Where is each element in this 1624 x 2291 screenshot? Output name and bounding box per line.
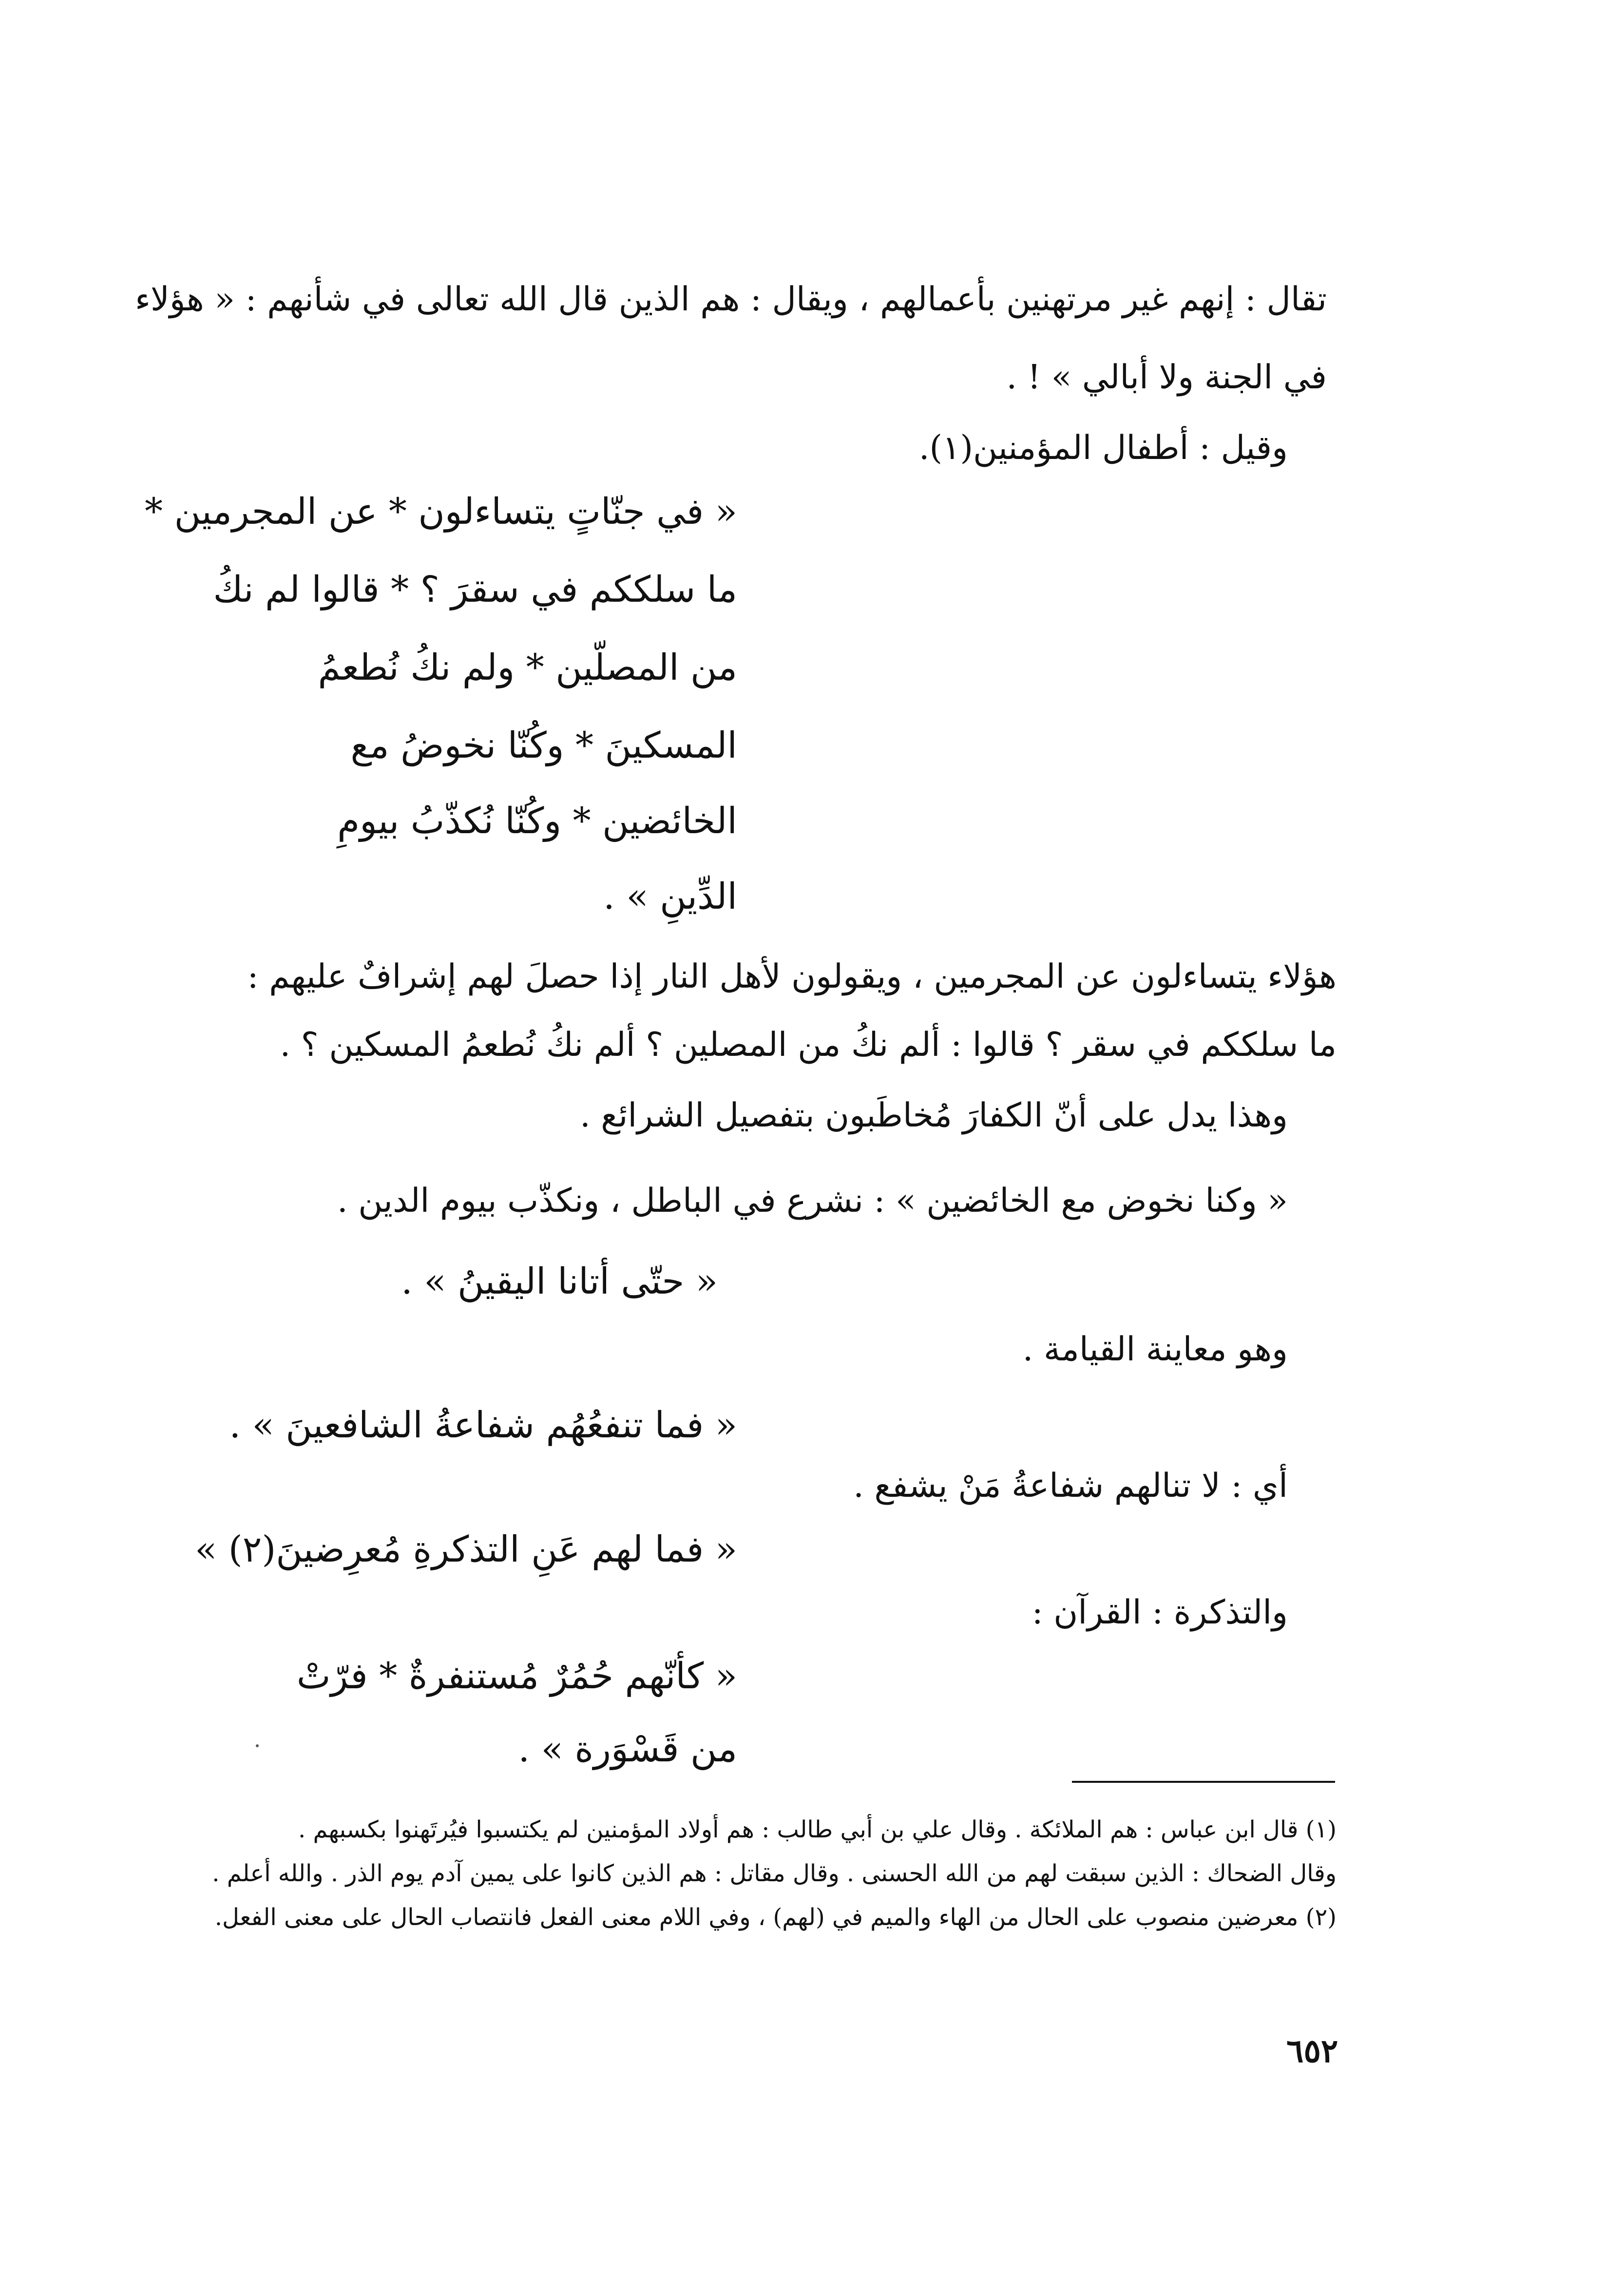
quran-verse-line: الدِّينِ » . <box>603 876 737 917</box>
quran-verse-line: الخائضين * وكُنّا نُكذّبُ بيومِ <box>337 800 737 842</box>
footnote-separator <box>1072 1781 1335 1783</box>
paragraph-line: والتذكرة : القرآن : <box>1032 1593 1288 1632</box>
quran-verse-line: من المصلّين * ولم نكُ نُطعمُ <box>318 647 737 688</box>
paragraph-line: وقيل : أطفال المؤمنين(١). <box>918 429 1288 467</box>
paragraph-line: في الجنة ولا أبالي » ! . <box>1006 358 1327 397</box>
quran-verse-line: ما سلككم في سقرَ ؟ * قالوا لم نكُ <box>213 569 737 611</box>
footnote-line: (١) قال ابن عباس : هم الملائكة . وقال علي بن أبي طالب : هم أولاد المؤمنين لم يكتسبوا فيُرتَهنوا بكسبهم . <box>298 1816 1337 1843</box>
quran-verse-line: « حتّى أتانا اليقينُ » . <box>401 1260 718 1302</box>
quran-verse-line: « كأنّهم حُمُرٌ مُستنفرةٌ * فرّتْ <box>296 1655 737 1697</box>
quran-verse-line: « فما لهم عَنِ التذكرةِ مُعرِضينَ(٢) » <box>194 1528 737 1570</box>
scan-speck <box>256 1744 259 1747</box>
paragraph-line: وهو معاينة القيامة . <box>1022 1330 1288 1369</box>
quran-verse-line: « فما تنفعُهُم شفاعةُ الشافعينَ » . <box>229 1404 737 1446</box>
quran-verse-line: من قَسْوَرة » . <box>518 1728 737 1770</box>
paragraph-line: أي : لا تنالهم شفاعةُ مَنْ يشفع . <box>853 1467 1288 1505</box>
quran-verse-line: « في جنّاتٍ يتساءلون * عن المجرمين * <box>145 491 737 533</box>
paragraph-line: « وكنا نخوض مع الخائضين » : نشرع في الباطل ، ونكذّب بيوم الدين . <box>337 1182 1288 1220</box>
footnote-line: وقال الضحاك : الذين سبقت لهم من الله الحسنى . وقال مقاتل : هم الذين كانوا على يمين آدم يوم الذر . والله أعلم . <box>212 1860 1337 1887</box>
paragraph-line: وهذا يدل على أنّ الكفارَ مُخاطَبون بتفصيل الشرائع . <box>580 1096 1288 1135</box>
paragraph-line: تقال : إنهم غير مرتهنين بأعمالهم ، ويقال : هم الذين قال الله تعالى في شأنهم : « هؤلاء <box>134 280 1327 319</box>
paragraph-line: ما سلككم في سقر ؟ قالوا : ألم نكُ من المصلين ؟ ألم نكُ نُطعمُ المسكين ؟ . <box>280 1026 1337 1064</box>
footnote-line: (٢) معرضين منصوب على الحال من الهاء والميم في (لهم) ، وفي اللام معنى الفعل فانتصاب الحال على معنى الفعل. <box>214 1904 1337 1931</box>
paragraph-line: هؤلاء يتساءلون عن المجرمين ، ويقولون لأهل النار إذا حصلَ لهم إشرافٌ عليهم : <box>247 957 1337 996</box>
page-number: ٦٥٢ <box>1286 2032 1338 2070</box>
quran-verse-line: المسكينَ * وكُنّا نخوضُ مع <box>350 725 737 766</box>
